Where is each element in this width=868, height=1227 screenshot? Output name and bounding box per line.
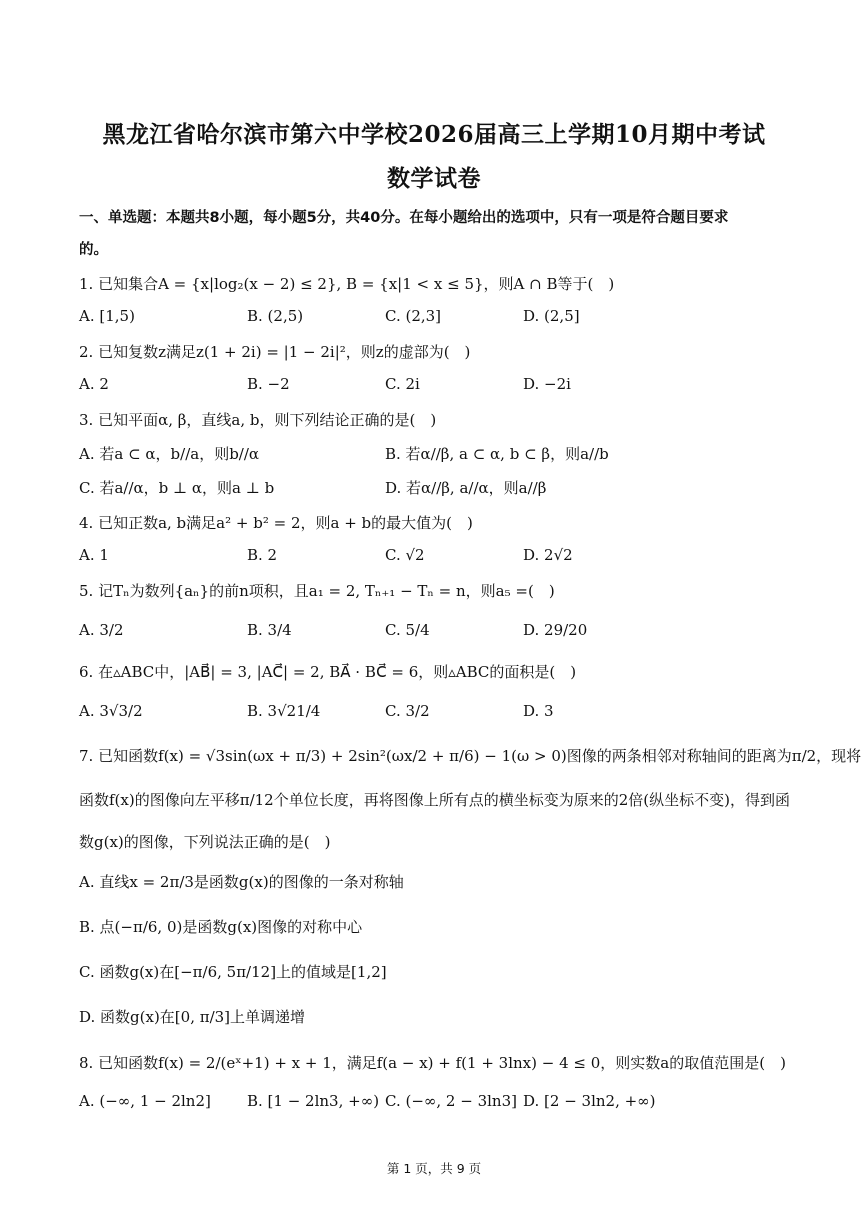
question-7-option-a: A. 直线x = 2π/3是函数g(x)的图像的一条对称轴 — [79, 873, 404, 891]
question-1-option-a: A. [1,5) — [79, 307, 135, 325]
question-7-stem-line2: 函数f(x)的图像向左平移π/12个单位长度，再将图像上所有点的横坐标变为原来的2倍(纵坐标不变)，得到函 — [79, 791, 790, 809]
question-7-stem-line3: 数g(x)的图像，下列说法正确的是( ) — [79, 833, 331, 851]
section-heading-cont: 的。 — [79, 242, 108, 258]
question-7-option-b: B. 点(−π/6, 0)是函数g(x)图像的对称中心 — [79, 918, 363, 936]
question-8-option-d: D. [2 − 3ln2, +∞) — [523, 1092, 656, 1110]
question-2-option-b: B. −2 — [247, 375, 290, 393]
question-2-option-c: C. 2i — [385, 375, 420, 393]
question-3-option-d: D. 若α//β, a//α，则a//β — [385, 479, 547, 497]
question-5-option-c: C. 5/4 — [385, 621, 430, 639]
question-5-option-b: B. 3/4 — [247, 621, 292, 639]
question-2-option-d: D. −2i — [523, 375, 571, 393]
page-footer: 第 1 页，共 9 页 — [386, 1161, 482, 1176]
question-8-option-c: C. (−∞, 2 − 3ln3] — [385, 1092, 517, 1110]
question-6-option-c: C. 3/2 — [385, 702, 430, 720]
exam-title: 黑龙江省哈尔滨市第六中学校2026届高三上学期10月期中考试 — [102, 121, 766, 148]
question-4-option-c: C. √2 — [385, 546, 425, 564]
question-1-option-d: D. (2,5] — [523, 307, 580, 325]
question-1-stem: 1. 已知集合A = {x|log₂(x − 2) ≤ 2}, B = {x|1 < x ≤ 5}，则A ∩ B等于( ) — [79, 275, 615, 293]
question-8-stem: 8. 已知函数f(x) = 2/(eˣ+1) + x + 1，满足f(a − x) + f(1 + 3lnx) − 4 ≤ 0，则实数a的取值范围是( ) — [79, 1054, 786, 1072]
question-2-stem: 2. 已知复数z满足z(1 + 2i) = |1 − 2i|²，则z的虚部为( ) — [79, 343, 471, 361]
question-5-option-a: A. 3/2 — [79, 621, 124, 639]
question-6-option-a: A. 3√3/2 — [79, 702, 143, 720]
question-2-option-a: A. 2 — [79, 375, 109, 393]
question-3-option-b: B. 若α//β, a ⊂ α, b ⊂ β，则a//b — [385, 445, 609, 463]
question-3-stem: 3. 已知平面α, β，直线a, b，则下列结论正确的是( ) — [79, 411, 437, 429]
question-4-option-a: A. 1 — [79, 546, 109, 564]
question-7-option-c: C. 函数g(x)在[−π/6, 5π/12]上的值域是[1,2] — [79, 963, 387, 981]
section-heading: 一、单选题：本题共8小题，每小题5分，共40分。在每小题给出的选项中，只有一项是符合题目要求 — [79, 210, 729, 226]
question-8-option-b: B. [1 − 2ln3, +∞) — [247, 1092, 380, 1110]
question-8-option-a: A. (−∞, 1 − 2ln2] — [79, 1092, 211, 1110]
question-1-option-c: C. (2,3] — [385, 307, 442, 325]
question-7-option-d: D. 函数g(x)在[0, π/3]上单调递增 — [79, 1008, 306, 1026]
question-7-stem: 7. 已知函数f(x) = √3sin(ωx + π/3) + 2sin²(ωx/2 + π/6) − 1(ω > 0)图像的两条相邻对称轴间的距离为π/2，现将 — [79, 747, 862, 765]
question-6-stem: 6. 在▵ABC中，|AB⃗| = 3, |AC⃗| = 2, BA⃗ · BC⃗ = 6，则▵ABC的面积是( ) — [79, 663, 577, 681]
question-3-option-a: A. 若a ⊂ α，b//a，则b//α — [79, 445, 260, 463]
question-4-option-d: D. 2√2 — [523, 546, 573, 564]
question-5-option-d: D. 29/20 — [523, 621, 588, 639]
question-6-option-d: D. 3 — [523, 702, 554, 720]
question-5-stem: 5. 记Tₙ为数列{aₙ}的前n项积，且a₁ = 2, Tₙ₊₁ − Tₙ = n，则a₅ =( ) — [79, 582, 555, 600]
question-4-option-b: B. 2 — [247, 546, 278, 564]
question-4-stem: 4. 已知正数a, b满足a² + b² = 2，则a + b的最大值为( ) — [79, 514, 473, 532]
question-1-option-b: B. (2,5) — [247, 307, 304, 325]
question-3-option-c: C. 若a//α，b ⊥ α，则a ⊥ b — [79, 479, 275, 497]
question-6-option-b: B. 3√21/4 — [247, 702, 321, 720]
exam-subtitle: 数学试卷 — [387, 165, 481, 192]
